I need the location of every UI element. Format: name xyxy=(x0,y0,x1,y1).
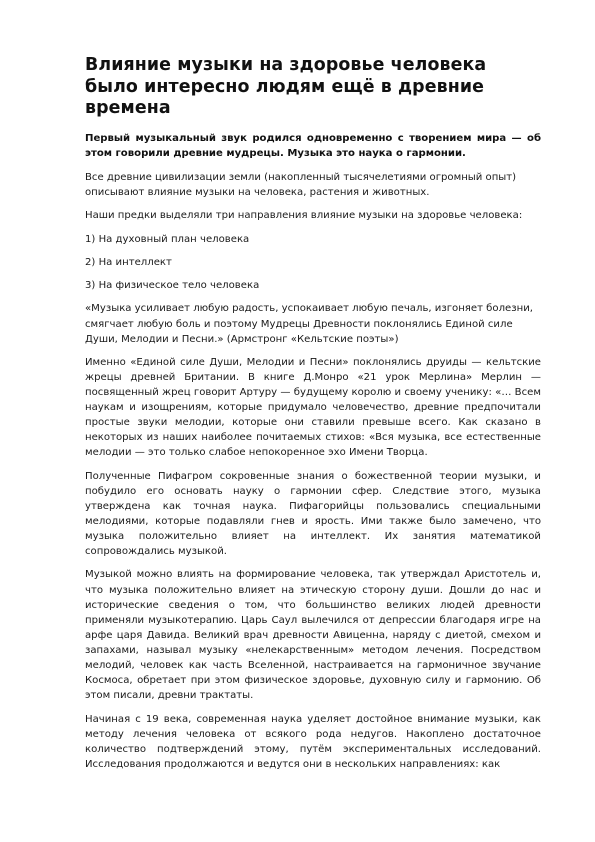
list-item-spiritual: 1) На духовный план человека xyxy=(85,233,250,245)
quote-armstrong: «Музыка усиливает любую радость, успокаивает любую печаль, изгоняет болезни, смягчает любую боль и поэтому Мудрецы Древности поклонялись Единой силе Души, Мелодии и Песни.» (Армстронг «Кельтские поэты») xyxy=(85,303,533,345)
list-item-physical: 3) На физическое тело человека xyxy=(85,280,260,292)
lead-paragraph: Первый музыкальный звук родился одновременно с творением мира — об этом говорили древние мудрецы. Музыка это наука о гармонии. xyxy=(85,132,541,159)
page-title: Влияние музыки на здоровье человека было интересно людям ещё в древние времена xyxy=(85,55,487,118)
paragraph-druids: Именно «Единой силе Души, Мелодии и Песни» поклонялись друиды — кельтские жрецы древней Британии. В книге Д.Монро «21 урок Мерлина» Мерлин — посвященный жрец говорит Артуру — будущему королю и своему ученику: «… Всем наукам и изощрениям, которые придумало человечество, древние предпочитали простые звуки мелодии, которые они ставили превыше всего. Как сказано в некоторых из наших наиболее почитаемых стихов: «Вся музыка, все естественные мелодии — это только слабое непокоренное эхо Имени Творца. xyxy=(85,356,541,459)
list-item-intellect: 2) На интеллект xyxy=(85,256,172,268)
paragraph-modern-science: Начиная с 19 века, современная наука уделяет достойное внимание музыки, как методу лечения человека от всякого рода недугов. Накоплено достаточное количество подтверждений этому, путём экспериментальных исследований. Исследования продолжаются и ведутся они в нескольких направлениях: как xyxy=(85,713,541,770)
paragraph-pythagoras: Полученные Пифагром сокровенные знания о божественной теории музыки, и побудило его основать науку о гармонии сфер. Следствие этого, музыка утверждена как точная наука. Пифагорийцы пользовались специальными мелодиями, которые подавляли гнев и ярость. Ими также было замечено, что музыка положительно влияет на интеллект. Их занятия математикой сопровождались музыкой. xyxy=(85,470,541,558)
paragraph-aristotle: Музыкой можно влиять на формирование человека, так утверждал Аристотель и, что музыка положительно влияет на этическую сторону души. Дошли до нас и исторические сведения о том, что большинство великих людей древности применяли музыкотерапию. Царь Саул вылечился от депрессии благодаря игре на арфе царя Давида. Великий врач древности Авиценна, наряду с диетой, смехом и запахами, называл музыку «нелекарственным» методом лечения. Посредством мелодий, человек как часть Вселенной, настраивается на гармоничное звучание Космоса, обретает при этом физическое здоровье, духовную силу и гармонию. Об этом писали, древни трактаты. xyxy=(85,569,541,702)
paragraph-civilizations: Все древние цивилизации земли (накопленный тысячелетиями огромный опыт) описывают влияние музыки на человека, растения и животных. xyxy=(85,171,517,198)
page-content xyxy=(85,55,541,780)
paragraph-three-directions: Наши предки выделяли три направления влияние музыки на здоровье человека: xyxy=(85,210,523,222)
